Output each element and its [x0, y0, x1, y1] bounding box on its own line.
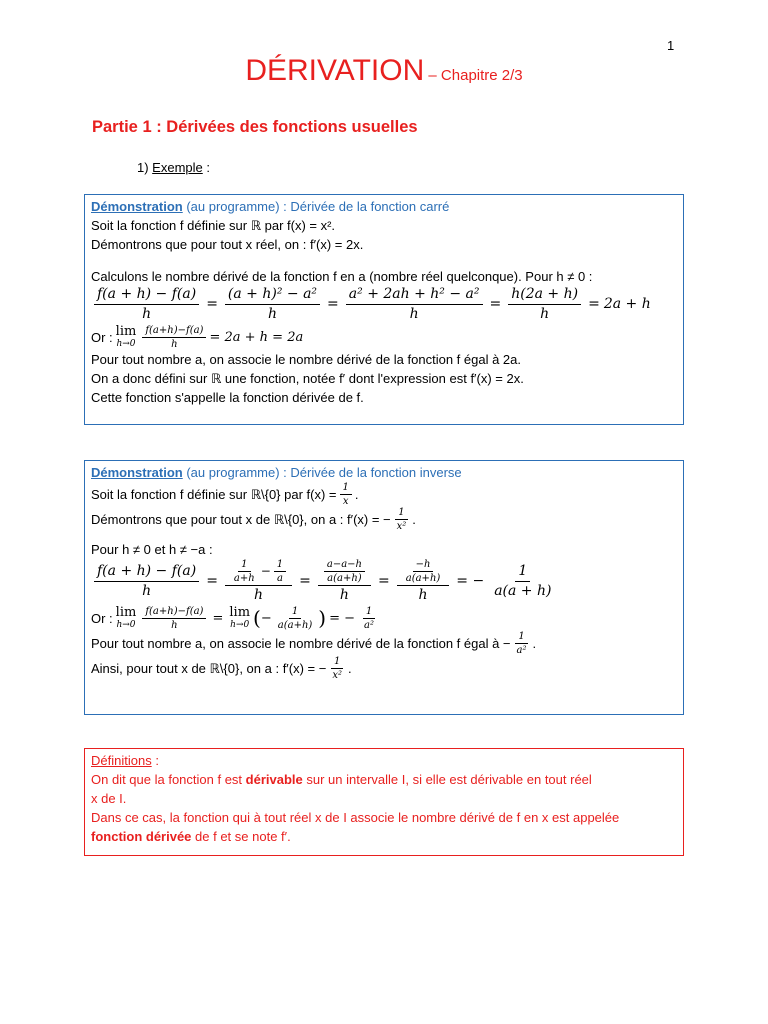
title-main: DÉRIVATION: [245, 54, 425, 87]
compound-fraction: [397, 559, 450, 604]
demo-square-header: [91, 197, 677, 216]
numerator: 1: [340, 482, 352, 495]
or-label: Or :: [91, 330, 113, 345]
denominator: a²: [516, 645, 527, 656]
numerator: f(a+h)−f(a): [142, 606, 206, 619]
denominator: h: [171, 339, 178, 350]
keyword-fonction-derivee: fonction dérivée: [91, 829, 192, 844]
numerator: f(a + h) − f(a): [94, 563, 199, 582]
numerator: 1: [289, 606, 301, 619]
fraction: [346, 286, 483, 323]
limit-operator: [115, 323, 137, 350]
part-heading: Partie 1 : Dérivées des fonctions usuelles: [92, 118, 418, 136]
demo-square-line-3: Calculons le nombre dérivé de la fonction f en a (nombre réel quelconque). Pour h ≠ 0 :: [91, 269, 593, 284]
example-heading: [137, 160, 210, 175]
fraction: [491, 563, 554, 600]
fraction: [274, 559, 286, 584]
denominator: h: [267, 306, 277, 322]
fraction: [275, 606, 316, 631]
numerator: 1: [238, 559, 250, 572]
demo-square-line-6: On a donc défini sur ℝ une fonction, notée f′ dont l'expression est f′(x) = 2x.: [91, 371, 524, 386]
compound-fraction: $\frac{1}{a+h}$ − $\frac{1}{a}$ h: [225, 559, 292, 604]
denominator: a(a + h): [494, 583, 552, 599]
demo-inverse-box: [84, 460, 684, 715]
demo-inverse-line-2: Démontrons que pour tout x de ℝ\{0}, on a : f′(x) = − $\frac{1}{\text{x²}}$ .: [91, 507, 416, 532]
lim-text: lim: [229, 604, 251, 620]
numerator: a² + 2ah + h² − a²: [346, 286, 483, 305]
denominator: h: [540, 306, 550, 322]
numerator: −h: [413, 559, 434, 572]
fraction: [508, 286, 581, 323]
fraction: [94, 286, 199, 323]
denominator: h: [418, 587, 428, 603]
demo-inverse-line-3: Pour h ≠ 0 et h ≠ −a :: [91, 542, 213, 557]
lim-sub: h→0: [230, 619, 250, 630]
line-text: Soit la fonction f définie sur ℝ\{0} par f(x) =: [91, 487, 337, 502]
fraction: [514, 631, 530, 656]
demo-square-line-5: Pour tout nombre a, on associe le nombre dérivé de la fonction f égal à 2a.: [91, 352, 521, 367]
or-label: Or :: [91, 611, 113, 626]
demo-inverse-header: [91, 463, 677, 482]
limit-operator: [229, 604, 251, 631]
fraction: [142, 325, 206, 350]
denominator: h: [171, 620, 178, 631]
numerator: 1: [395, 507, 407, 520]
demo-square-limit-line: [91, 325, 677, 350]
lim-text: lim: [115, 323, 137, 339]
limit-operator: [115, 604, 137, 631]
demo-inverse-header-bold: Démonstration: [91, 465, 183, 480]
definitions-line-4: [91, 827, 677, 846]
denominator: a(a+h): [405, 573, 441, 584]
demo-square-header-bold: Démonstration: [91, 199, 183, 214]
denominator: a+h: [233, 573, 255, 584]
line-text: On dit que la fonction f est: [91, 772, 246, 787]
numerator: a−a−h: [324, 559, 365, 572]
definitions-line-3: Dans ce cas, la fonction qui à tout réel x de I associe le nombre dérivé de f en x est appelée: [91, 810, 620, 825]
denominator: h: [339, 587, 349, 603]
page-number: 1: [667, 38, 675, 53]
denominator: a²: [364, 620, 375, 631]
fraction: [340, 482, 352, 507]
definitions-header: [91, 751, 677, 770]
denominator: h: [142, 583, 152, 599]
fraction: [329, 656, 345, 681]
limit-result: = 2a + h = 2a: [209, 330, 304, 345]
example-label: Exemple: [152, 160, 203, 175]
line-text: Démontrons que pour tout x de ℝ\{0}, on a : f′(x) = −: [91, 512, 391, 527]
lim-sub: h→0: [116, 619, 136, 630]
demo-square-header-rest: (au programme) : Dérivée de la fonction carré: [182, 199, 450, 214]
numerator: 1: [363, 606, 375, 619]
definitions-header-suffix: :: [151, 753, 159, 768]
denominator: h: [254, 587, 264, 603]
demo-square-line-1: Soit la fonction f définie sur ℝ par f(x) = x².: [91, 218, 336, 233]
denominator: h: [409, 306, 419, 322]
denominator: a(a+h): [327, 573, 362, 584]
denominator: h: [142, 306, 152, 322]
denominator: a(a+h): [277, 620, 313, 631]
fraction: [361, 606, 377, 631]
definitions-line-2: x de I.: [91, 791, 127, 806]
demo-inverse-line-6: Ainsi, pour tout x de ℝ\{0}, on a : f′(x) = − $\frac{1}{\text{x²}}$ .: [91, 656, 352, 681]
definitions-line-1: [91, 770, 677, 789]
numerator: 1: [515, 563, 530, 582]
fraction: [94, 563, 199, 600]
title-sub: – Chapitre 2/3: [424, 67, 523, 84]
demo-inverse-limit-line: Or : lim h→0 $\frac{f(a+h)-f(a)}{h}$ = lim h→0 ( − $\frac{1}{a(a+h)}$ ) = − $\frac{1}{\text{a²}}$: [91, 606, 677, 631]
demo-inverse-equation: $\frac{f(a + h) - f(a)}{h}$ = $\frac{1}{a+h}$ − $\frac{1}{a}$ h = $\frac{\frac{a-a-h}{a(a+h)}}{h}$ = $\frac{\frac{-h}{a(a+h)}}{h}$ = − $\frac{1}{a(a + h)}$: [91, 559, 677, 604]
numerator: h(2a + h): [508, 286, 581, 305]
compound-fraction: [318, 559, 371, 604]
fraction: [403, 559, 444, 584]
denominator: a: [276, 573, 283, 584]
demo-square-equation: $\frac{f(a + h) - f(a)}{h}$ = $\frac{\text{(a + h)² − a²}}{h}$ = $\frac{\text{a² + 2ah + h² − a²}}{h}$ = $\frac{h(2a + h)}{h}$ = 2a + h: [91, 286, 677, 323]
example-number: 1): [137, 160, 153, 175]
definitions-header-label: Définitions: [91, 753, 152, 768]
demo-inverse-header-rest: (au programme) : Dérivée de la fonction inverse: [182, 465, 462, 480]
fraction: [394, 507, 410, 532]
denominator: x²: [332, 670, 342, 681]
equation-result: 2a + h: [603, 296, 651, 312]
chapter-title: [0, 54, 768, 88]
numerator: 1: [331, 656, 343, 669]
demo-square-line-2: Démontrons que pour tout x réel, on : f′(x) = 2x.: [91, 237, 364, 252]
line-text: sur un intervalle I, si elle est dérivable en tout réel: [302, 772, 592, 787]
demo-inverse-line-5: Pour tout nombre a, on associe le nombre dérivé de la fonction f égal à − $\frac{1}{\text{a²}}$ .: [91, 631, 537, 656]
line-text: Pour tout nombre a, on associe le nombre dérivé de la fonction f égal à −: [91, 636, 511, 651]
line-text: Ainsi, pour tout x de ℝ\{0}, on a : f′(x) = −: [91, 661, 327, 676]
demo-inverse-line-1: Soit la fonction f définie sur ℝ\{0} par f(x) = $\frac{1}{x}$ .: [91, 482, 359, 507]
line-text: de f et se note f′.: [191, 829, 291, 844]
numerator: f(a+h)−f(a): [142, 325, 206, 338]
fraction: [225, 286, 320, 323]
example-suffix: :: [202, 160, 210, 175]
numerator: f(a + h) − f(a): [94, 286, 199, 305]
definitions-box: [84, 748, 684, 856]
fraction: [324, 559, 365, 584]
numerator: 1: [515, 631, 527, 644]
fraction: [142, 606, 206, 631]
numerator: (a + h)² − a²: [225, 286, 320, 305]
denominator: x²: [396, 521, 407, 532]
numerator: 1: [274, 559, 286, 572]
keyword-derivable: dérivable: [245, 772, 303, 787]
denominator: x: [342, 496, 349, 507]
fraction: [231, 559, 258, 584]
lim-sub: h→0: [116, 338, 136, 349]
demo-square-box: [84, 194, 684, 425]
lim-text: lim: [115, 604, 137, 620]
demo-square-line-7: Cette fonction s'appelle la fonction dérivée de f.: [91, 390, 364, 405]
